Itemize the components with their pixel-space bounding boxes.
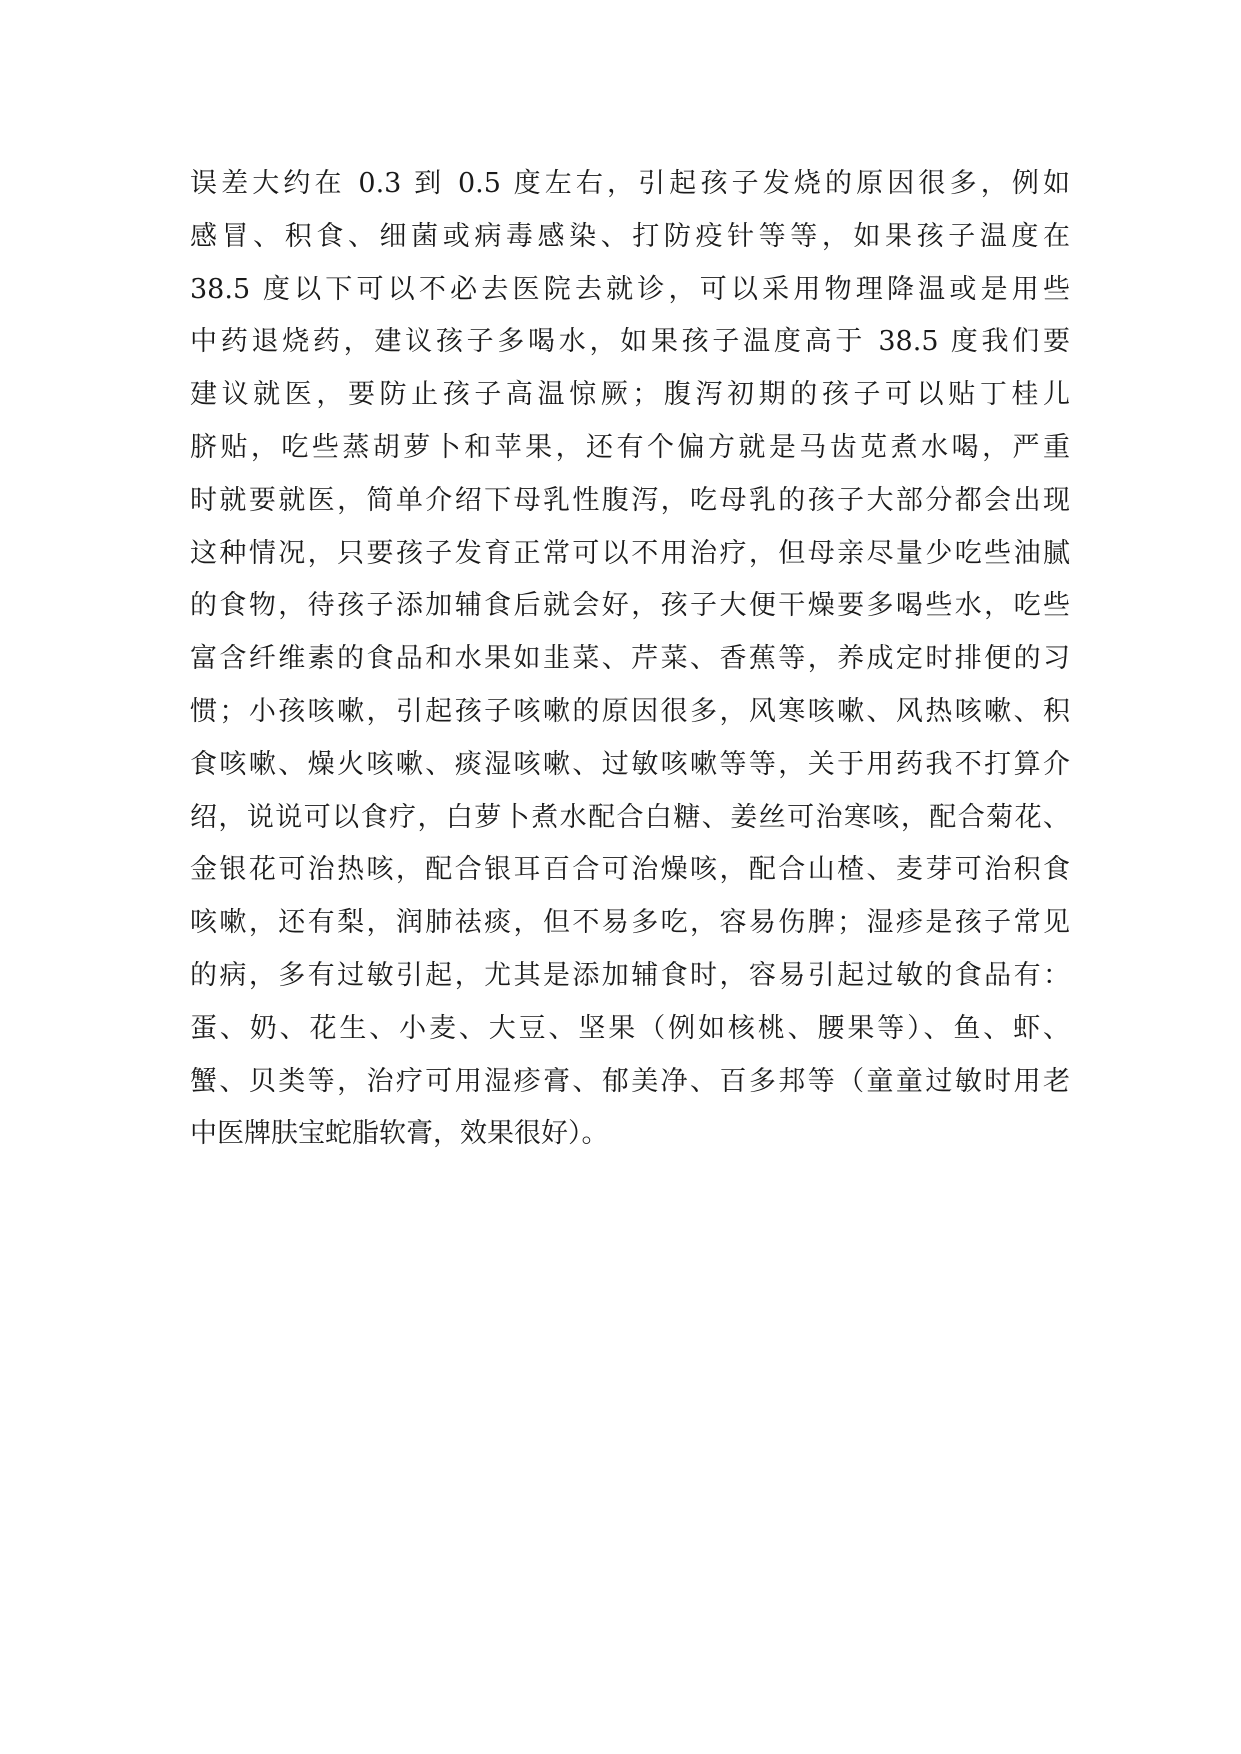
text-line: 的病，多有过敏引起，尤其是添加辅食时，容易引起过敏的食品有： <box>190 959 1070 991</box>
text-line: 误差大约在 0.3 到 0.5 度左右，引起孩子发烧的原因很多，例如 <box>190 168 1070 199</box>
text-line: 的食物，待孩子添加辅食后就会好，孩子大便干燥要多喝些水，吃些 <box>190 590 1070 622</box>
text-line: 金银花可治热咳，配合银耳百合可治燥咳，配合山楂、麦芽可治积食 <box>190 854 1070 886</box>
text-line: 惯；小孩咳嗽，引起孩子咳嗽的原因很多，风寒咳嗽、风热咳嗽、积 <box>190 695 1070 727</box>
text-line: 感冒、积食、细菌或病毒感染、打防疫针等等，如果孩子温度在 <box>190 220 1070 252</box>
text-line: 38.5 度以下可以不必去医院去就诊，可以采用物理降温或是用些 <box>190 273 1070 305</box>
text-line: 富含纤维素的食品和水果如韭菜、芹菜、香蕉等，养成定时排便的习 <box>190 643 1070 675</box>
text-line: 蟹、贝类等，治疗可用湿疹膏、郁美净、百多邦等（童童过敏时用老 <box>190 1065 1070 1097</box>
text-line: 绍，说说可以食疗，白萝卜煮水配合白糖、姜丝可治寒咳，配合菊花、 <box>190 801 1070 833</box>
text-line: 食咳嗽、燥火咳嗽、痰湿咳嗽、过敏咳嗽等等，关于用药我不打算介 <box>190 748 1070 780</box>
text-line: 时就要就医，简单介绍下母乳性腹泻，吃母乳的孩子大部分都会出现 <box>190 484 1070 516</box>
text-line: 中医牌肤宝蛇脂软膏，效果很好）。 <box>190 1118 609 1150</box>
text-line: 蛋、奶、花生、小麦、大豆、坚果（例如核桃、腰果等）、鱼、虾、 <box>190 1012 1070 1044</box>
body-text <box>190 158 1070 1161</box>
text-line: 这种情况，只要孩子发育正常可以不用治疗，但母亲尽量少吃些油腻 <box>190 537 1070 569</box>
text-line: 建议就医，要防止孩子高温惊厥；腹泻初期的孩子可以贴丁桂儿 <box>190 379 1070 411</box>
text-line: 咳嗽，还有梨，润肺祛痰，但不易多吃，容易伤脾；湿疹是孩子常见 <box>190 907 1070 939</box>
text-line: 脐贴，吃些蒸胡萝卜和苹果，还有个偏方就是马齿苋煮水喝，严重 <box>190 431 1070 463</box>
text-line: 中药退烧药，建议孩子多喝水，如果孩子温度高于 38.5 度我们要 <box>190 326 1070 358</box>
